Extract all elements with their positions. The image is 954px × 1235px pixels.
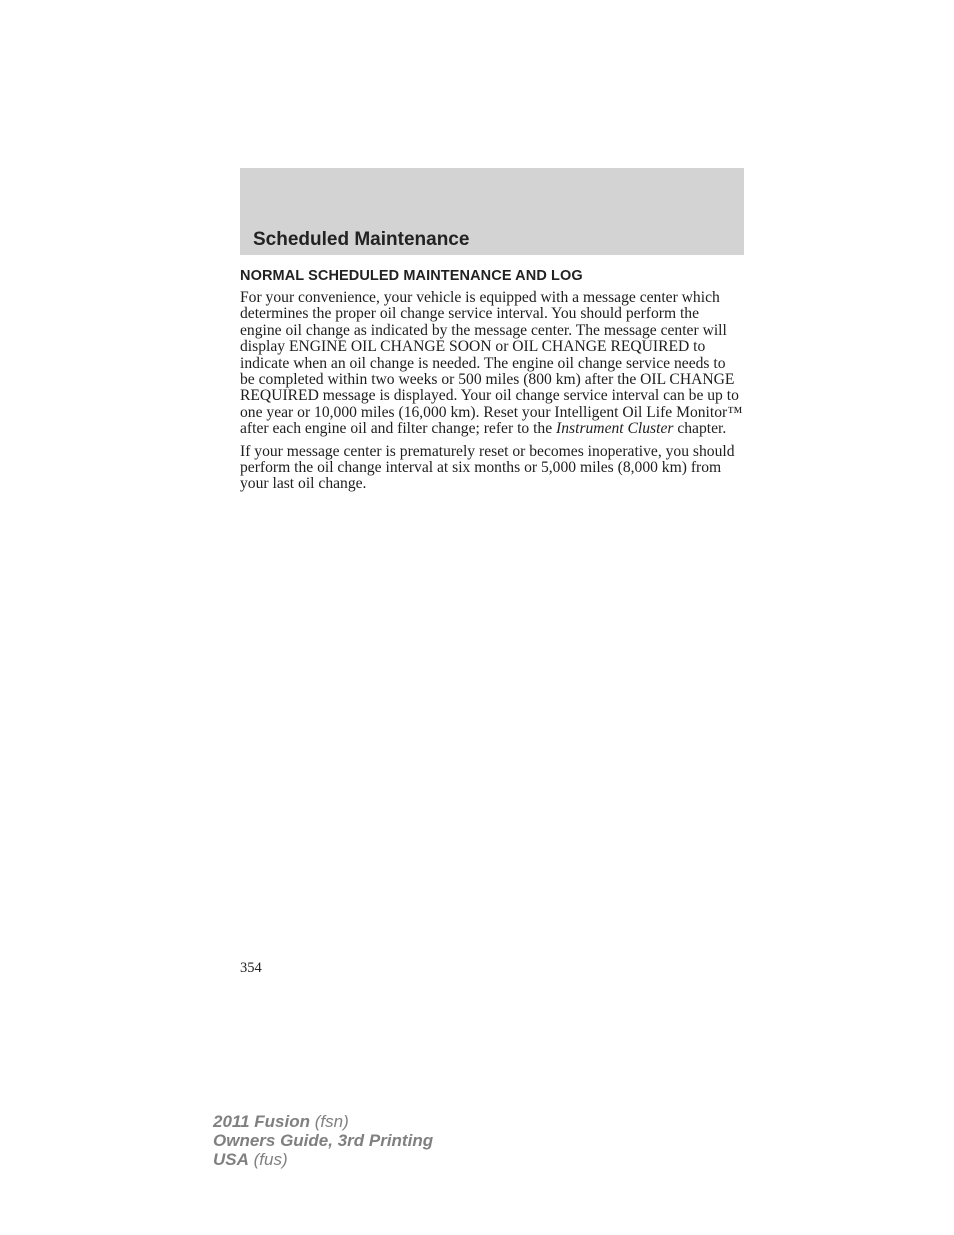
document-footer	[213, 1112, 433, 1169]
paragraph-1-text: For your convenience, your vehicle is equipped with a message center which determines the proper oil change service interval. You should perform the engine oil change as indicated by the message center. The message center will display ENGINE OIL CHANGE SOON or OIL CHANGE REQUIRED to indicate when an oil change is needed. The engine oil change service needs to be completed within two weeks or 500 miles (800 km) after the OIL CHANGE REQUIRED message is displayed. Your oil change service interval can be up to one year or 10,000 miles (16,000 km). Reset your Intelligent Oil Life Monitor™ after each engine oil and filter change; refer to the	[240, 289, 743, 438]
sub-heading: NORMAL SCHEDULED MAINTENANCE AND LOG	[240, 268, 583, 284]
main-content	[240, 268, 744, 499]
page-number: 354	[240, 960, 262, 976]
footer-market-code: (fus)	[253, 1150, 288, 1169]
footer-model: 2011 Fusion	[213, 1112, 310, 1131]
footer-market: USA	[213, 1150, 249, 1169]
paragraph-message-center-reset: If your message center is prematurely reset or becomes inoperative, you should perform the oil change interval at six months or 5,000 miles (8,000 km) from your last oil change.	[240, 442, 735, 493]
paragraph-oil-change-interval	[240, 290, 744, 438]
footer-model-code: (fsn)	[314, 1112, 349, 1131]
footer-line-1	[213, 1112, 433, 1131]
instrument-cluster-reference: Instrument Cluster	[556, 420, 674, 438]
footer-line-3	[213, 1150, 433, 1169]
paragraph-1-end: chapter.	[673, 420, 727, 438]
footer-line-2: Owners Guide, 3rd Printing	[213, 1131, 434, 1150]
section-title: Scheduled Maintenance	[253, 229, 470, 250]
section-header-band	[240, 168, 744, 255]
